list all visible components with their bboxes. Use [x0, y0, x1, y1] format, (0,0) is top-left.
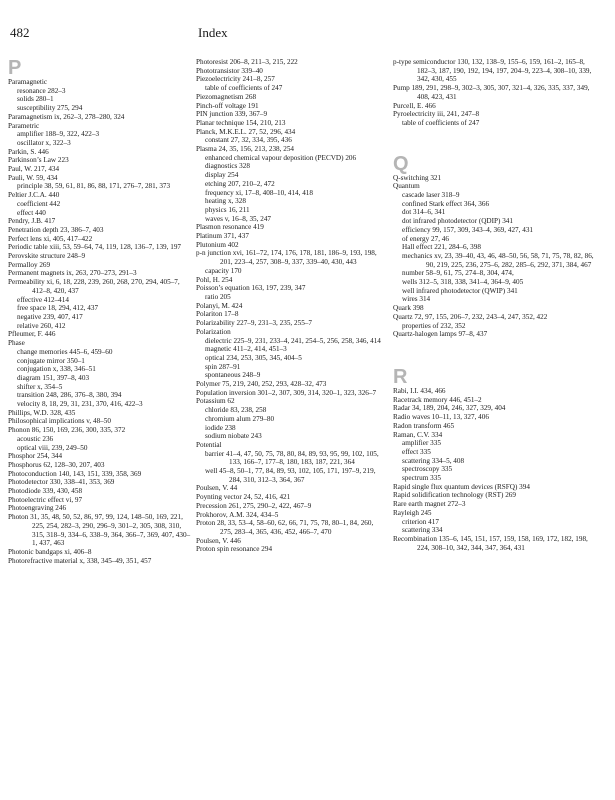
index-subentry: optical viii, 239, 249–50: [17, 443, 88, 452]
index-entry: Parkin, S. 446: [8, 147, 49, 156]
index-entry: Photoengraving 246: [8, 504, 67, 513]
index-entry: PIN junction 339, 367–9: [196, 110, 268, 119]
index-subentry: heating x, 328: [205, 197, 246, 206]
index-entry: Perfect lens xi, 405, 417–422: [8, 234, 93, 243]
index-subentry: resonance 282–3: [17, 86, 66, 95]
index-subentry: principle 38, 59, 61, 81, 86, 88, 171, 276–7, 281, 373: [17, 182, 171, 191]
index-subentry: constant 27, 32, 334, 395, 436: [205, 136, 292, 145]
index-entry: Quartz 72, 97, 155, 206–7, 232, 243–4, 247, 352, 422: [393, 312, 548, 321]
index-entry: Periodic table xiii, 53, 59–64, 74, 119, 128, 136–7, 139, 197: [8, 243, 182, 252]
index-subentry: dielectric 225–9, 231, 233–4, 241, 254–5, 256, 258, 346, 414: [205, 336, 381, 345]
index-subentry: change memories 445–6, 459–60: [17, 347, 113, 356]
index-subentry: coefficient 442: [17, 199, 61, 208]
index-subentry: confined Stark effect 364, 366: [402, 199, 490, 208]
index-entry: Precession 261, 275, 290–2, 422, 467–9: [196, 501, 312, 510]
index-subentry: velocity 8, 18, 29, 31, 231, 370, 416, 422–3: [17, 400, 143, 409]
index-entry: Plasma 24, 35, 156, 213, 238, 254: [196, 145, 295, 154]
index-entry: Pinch-off voltage 191: [196, 101, 259, 110]
index-subentry: shifter x, 354–5: [17, 382, 63, 391]
index-entry: Photoelectric effect vi, 97: [8, 495, 83, 504]
index-entry: Poulsen, V. 44: [196, 484, 238, 493]
index-entry: Polarization: [196, 327, 231, 336]
index-subentry: capacity 170: [205, 266, 242, 275]
index-entry: Perovskite structure 248–9: [8, 252, 86, 261]
index-entry: Polanyi, M. 424: [196, 301, 243, 310]
index-entry: Photoconduction 140, 143, 151, 339, 358, 369: [8, 469, 142, 478]
index-entry: Photodetector 330, 338–41, 353, 369: [8, 478, 115, 487]
index-entry: Radio waves 10–11, 13, 327, 406: [393, 413, 489, 422]
index-entry: Permalloy 269: [8, 260, 51, 269]
index-entry: Recombination 135–6, 145, 151, 157, 159, 158, 169, 172, 182, 198, 224, 308–10, 342, 344, 347, 364, 431: [393, 534, 588, 552]
index-subentry: amplifier 335: [402, 439, 441, 448]
running-head: Index: [198, 25, 228, 40]
index-entry: Phillips, W.D. 328, 435: [8, 408, 76, 417]
index-subentry: optical 234, 253, 305, 345, 404–5: [205, 353, 302, 362]
index-entry: Rayleigh 245: [393, 508, 432, 517]
index-entry: Proton spin resonance 294: [196, 545, 273, 554]
index-entry: Potential: [196, 440, 222, 449]
index-entry: Photon 31, 35, 48, 50, 52, 86, 97, 99, 124, 148–50, 169, 221, 225, 254, 282–3, 290, 296–9, 301–2, 305, 308, 310, 315, 318–9, 334–6, 338–9, 364, 366–7, 369, 407, 430–1, 437, 463: [8, 513, 191, 548]
index-entry: Population inversion 301–2, 307, 309, 314, 320–1, 323, 326–7: [196, 388, 377, 397]
index-entry: Peltier J.C.A. 440: [8, 191, 60, 200]
page-number: 482: [10, 25, 30, 40]
index-entry: Radon transform 465: [393, 421, 455, 430]
index-entry: Radar 34, 189, 204, 246, 327, 329, 404: [393, 404, 506, 413]
index-subentry: free space 18, 294, 412, 437: [17, 304, 99, 313]
index-entry: Phase: [8, 339, 25, 348]
index-entry: Permanent magnets ix, 263, 270–273, 291–3: [8, 269, 137, 278]
index-subentry: frequency xi, 17–8, 408–10, 414, 418: [205, 188, 313, 197]
index-entry: Pyroelectricity iii, 241, 247–8: [393, 110, 480, 119]
index-column-1: [8, 58, 193, 565]
index-subentry: effective 412–414: [17, 295, 69, 304]
index-subentry: waves v, 16–8, 35, 247: [205, 214, 272, 223]
index-subentry: scattering 334: [402, 526, 443, 535]
index-subentry: wells 312–5, 318, 338, 341–4, 364–9, 405: [402, 278, 524, 287]
index-entry: Pauli, W. 59, 434: [8, 173, 58, 182]
index-entry: Photonic bandgaps xi, 406–8: [8, 547, 92, 556]
index-entry: Pohl, H. 254: [196, 275, 233, 284]
index-entry: Photoresist 206–8, 211–3, 215, 222: [196, 58, 298, 66]
index-entry: Permeability xi, 6, 18, 228, 239, 260, 268, 270, 294, 405–7, 412–8, 420, 437: [8, 278, 180, 295]
index-entry: Poulsen, V. 446: [196, 536, 241, 545]
index-entry: Parkinson’s Law 223: [8, 156, 69, 165]
index-subentry: dot infrared photodetector (QDIP) 341: [402, 217, 513, 226]
section-letter: Q: [393, 152, 409, 175]
index-entry: Potassium 62: [196, 397, 235, 406]
index-entry: Photodiode 339, 430, 458: [8, 487, 83, 496]
index-subentry: spin 287–91: [205, 362, 241, 371]
index-entry: Poynting vector 24, 52, 416, 421: [196, 493, 291, 502]
index-subentry: negative 239, 407, 417: [17, 312, 83, 321]
index-entry: p-type semiconductor 130, 132, 138–9, 155–6, 159, 161–2, 165–8, 182–3, 187, 190, 192, 194, 197, 204–9, 223–4, 308–10, 339, 342, 430, 455: [393, 58, 592, 84]
index-entry: Phosphorus 62, 128–30, 207, 403: [8, 460, 105, 469]
index-subentry: relative 260, 412: [17, 321, 66, 330]
index-entry: Piezomagnetism 268: [196, 92, 257, 101]
index-subentry: conjugation x, 338, 346–51: [17, 365, 96, 374]
index-subentry: spontaneous 248–9: [205, 371, 261, 380]
index-subentry: properties of 232, 352: [402, 321, 466, 330]
section-letter: P: [8, 57, 22, 79]
index-subentry: oscillator x, 322–3: [17, 138, 71, 147]
index-entry: Phosphor 254, 344: [8, 452, 63, 461]
index-subentry: chloride 83, 238, 258: [205, 406, 267, 415]
index-subentry: enhanced chemical vapour deposition (PECVD) 206: [205, 153, 357, 162]
index-entry: Prokhorov, A.M. 324, 434–5: [196, 510, 279, 519]
index-subentry: scattering 334–5, 408: [402, 456, 465, 465]
index-subentry: effect 440: [17, 208, 46, 217]
index-column-3: [393, 58, 598, 552]
index-subentry: iodide 238: [205, 423, 236, 432]
index-subentry: etching 207, 210–2, 472: [205, 179, 275, 188]
index-subentry: wires 314: [402, 295, 431, 304]
index-entry: Platinum 371, 437: [196, 232, 249, 241]
index-entry: Paramagnetic: [8, 78, 48, 86]
index-subentry: well 45–8, 50–1, 77, 84, 89, 93, 102, 105, 171, 197–9, 219, 284, 310, 312–3, 364, 367: [205, 467, 376, 484]
index-subentry: spectrum 335: [402, 474, 441, 483]
index-subentry: diagnostics 328: [205, 162, 250, 171]
index-subentry: table of coefficients of 247: [402, 118, 480, 127]
index-subentry: of energy 27, 46: [402, 234, 449, 243]
index-entry: Quark 398: [393, 304, 424, 313]
index-subentry: sodium niobate 243: [205, 432, 262, 441]
section-spacer: [393, 339, 598, 368]
index-subentry: magnetic 411–2, 414, 451–3: [205, 345, 287, 354]
index-subentry: number 58–9, 61, 75, 274–8, 304, 474,: [402, 269, 514, 278]
index-entry: Pump 189, 291, 298–9, 302–3, 305, 307, 321–4, 326, 335, 337, 349, 408, 423, 431: [393, 84, 590, 101]
index-entry: Pendry, J.B. 417: [8, 217, 56, 226]
index-subentry: dot 314–6, 341: [402, 208, 446, 217]
index-subentry: conjugate mirror 350–1: [17, 356, 85, 365]
index-entry: Proton 28, 33, 53–4, 58–60, 62, 66, 71, 75, 78, 80–1, 84, 260, 275, 283–4, 365, 436, 452, 466–7, 470: [196, 519, 374, 536]
index-entry: Purcell, E. 466: [393, 101, 436, 110]
index-entry: Rabi, I.I. 434, 466: [393, 386, 446, 395]
index-entry: Quartz-halogen lamps 97–8, 437: [393, 330, 488, 339]
index-subentry: solids 280–1: [17, 95, 54, 104]
index-entry: Polarizability 227–9, 231–3, 235, 255–7: [196, 319, 312, 328]
index-subentry: ratio 205: [205, 292, 231, 301]
index-entry: Phonon 86, 150, 169, 236, 300, 335, 372: [8, 426, 126, 435]
index-entry: Raman, C.V. 334: [393, 430, 443, 439]
index-entry: Phototransistor 339–40: [196, 66, 263, 75]
index-subentry: diagram 151, 397–8, 403: [17, 373, 90, 382]
index-subentry: cascade laser 318–9: [402, 191, 460, 200]
index-entry: Rapid solidification technology (RST) 269: [393, 491, 516, 500]
index-entry: Rare earth magnet 272–3: [393, 500, 466, 509]
index-subentry: susceptibility 275, 294: [17, 104, 83, 113]
index-entry: Quantum: [393, 182, 420, 191]
index-entry: Photorefractive material x, 338, 345–49, 351, 457: [8, 556, 152, 565]
index-subentry: table of coefficients of 247: [205, 84, 283, 93]
index-subentry: barrier 41–4, 47, 50, 75, 78, 80, 84, 89, 93, 95, 99, 102, 105, 133, 166–7, 177–8, 180, 183, 187, 221, 364: [205, 449, 379, 467]
index-subentry: display 254: [205, 171, 239, 180]
index-subentry: physics 16, 211: [205, 205, 250, 214]
section-spacer: [393, 128, 598, 155]
index-entry: Planar technique 154, 210, 213: [196, 118, 286, 127]
index-entry: Piezoelectricity 241–8, 257: [196, 75, 275, 84]
index-entry: Planck, M.K.E.L. 27, 52, 296, 434: [196, 127, 296, 136]
index-entry: Paul, W. 217, 434: [8, 165, 60, 174]
index-subentry: Hall effect 221, 284–6, 398: [402, 243, 481, 252]
index-subentry: effect 335: [402, 447, 431, 456]
index-subentry: well infrared photodetector (QWIP) 341: [402, 286, 518, 295]
index-subentry: transition 248, 286, 376–8, 380, 394: [17, 391, 122, 400]
index-entry: Pfleumer, F. 446: [8, 330, 56, 339]
index-entry: Philosophical implications v, 48–50: [8, 417, 111, 426]
index-entry: p-n junction xvi, 161–72, 174, 176, 178, 181, 186–9, 193, 198, 201, 223–4, 257, 308–9, 337, 339–40, 430, 443: [196, 249, 377, 267]
index-subentry: acoustic 236: [17, 434, 54, 443]
index-entry: Penetration depth 23, 386–7, 403: [8, 225, 104, 234]
index-entry: Q-switching 321: [393, 173, 442, 182]
index-subentry: criterion 417: [402, 517, 439, 526]
index-entry: Poisson’s equation 163, 197, 239, 347: [196, 284, 306, 293]
index-entry: Paramagnetism ix, 262–3, 278–280, 324: [8, 112, 125, 121]
index-entry: Plutonium 402: [196, 240, 239, 249]
index-subentry: chromium alum 279–80: [205, 414, 275, 423]
index-entry: Parametric: [8, 121, 40, 130]
index-entry: Polariton 17–8: [196, 310, 239, 319]
index-entry: Rapid single flux quantum devices (RSFQ) 394: [393, 482, 530, 491]
index-entry: Plasmon resonance 419: [196, 223, 264, 232]
index-subentry: amplifier 188–9, 322, 422–3: [17, 130, 100, 139]
index-subentry: efficiency 99, 157, 309, 343–4, 369, 427, 431: [402, 225, 534, 234]
index-subentry: spectroscopy 335: [402, 465, 453, 474]
page-header: [5, 25, 598, 45]
index-entry: Polymer 75, 219, 240, 252, 293, 428–32, 473: [196, 380, 327, 389]
index-column-2: [196, 58, 386, 554]
section-letter: R: [393, 365, 408, 388]
index-subentry: mechanics xv, 23, 39–40, 43, 46, 48–50, 56, 58, 71, 75, 78, 82, 86, 90, 219, 225, 236, 275–6, 282, 285–6, 292, 371, 384, 467: [402, 251, 594, 269]
index-entry: Racetrack memory 446, 451–2: [393, 395, 482, 404]
